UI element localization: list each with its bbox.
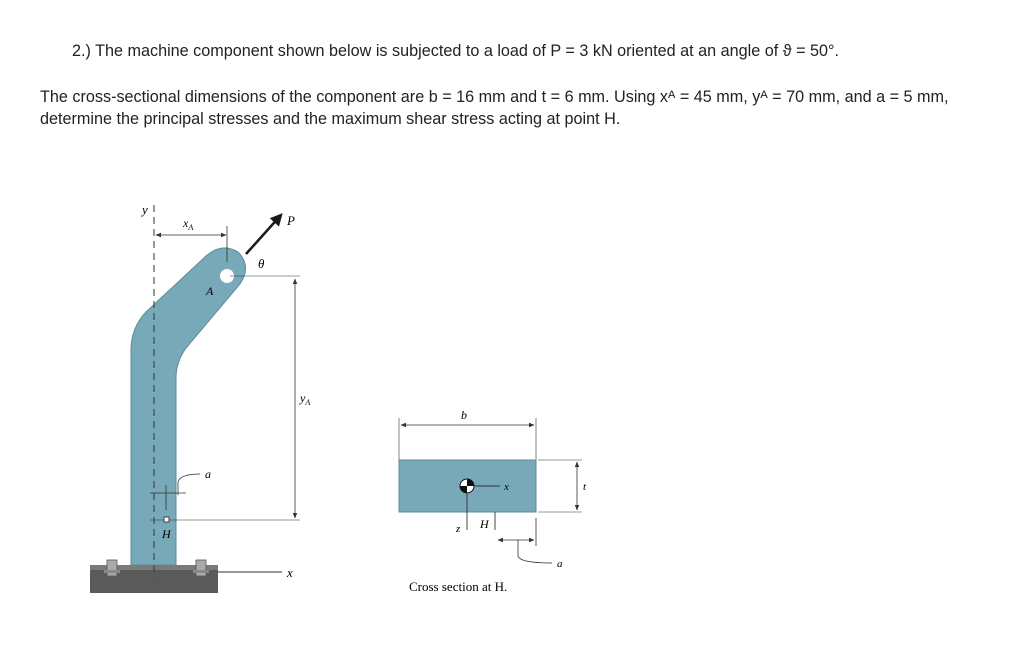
point-A-label: A [206, 284, 214, 298]
t-label: t [583, 481, 587, 493]
centroid-symbol [460, 479, 474, 493]
problem-line-2: The cross-sectional dimensions of the component are b = 16 mm and t = 6 mm. Using xᴬ = 45 mm, yᴬ = 70 mm, and a = 5 mm, determine the principal stresses and the maximum shear stress acting at point H. [40, 88, 949, 128]
problem-line-1: 2.) The machine component shown below is subjected to a load of P = 3 kN oriented at an angle of ϑ = 50°. [72, 42, 840, 60]
b-label: b [461, 408, 467, 422]
y-axis-label: y [142, 202, 148, 217]
load-P-arrow [246, 215, 281, 254]
section-z-label: z [456, 523, 461, 535]
component-body [131, 248, 246, 565]
xA-label: $x_A$ [183, 216, 194, 232]
theta-label: θ [258, 256, 265, 271]
x-axis-label: x [287, 565, 293, 580]
section-caption: Cross section at H. [409, 579, 508, 594]
section-a-leader [518, 540, 552, 563]
point-H-marker [164, 517, 169, 522]
point-H-label: H [162, 527, 171, 541]
section-a-label: a [557, 558, 563, 570]
a-leader [178, 474, 200, 495]
a-label: a [205, 467, 211, 481]
yA-label: $y_A$ [300, 391, 311, 407]
load-P-label: P [287, 213, 295, 228]
section-H-label: H [480, 517, 489, 531]
section-x-label: x [504, 481, 509, 493]
